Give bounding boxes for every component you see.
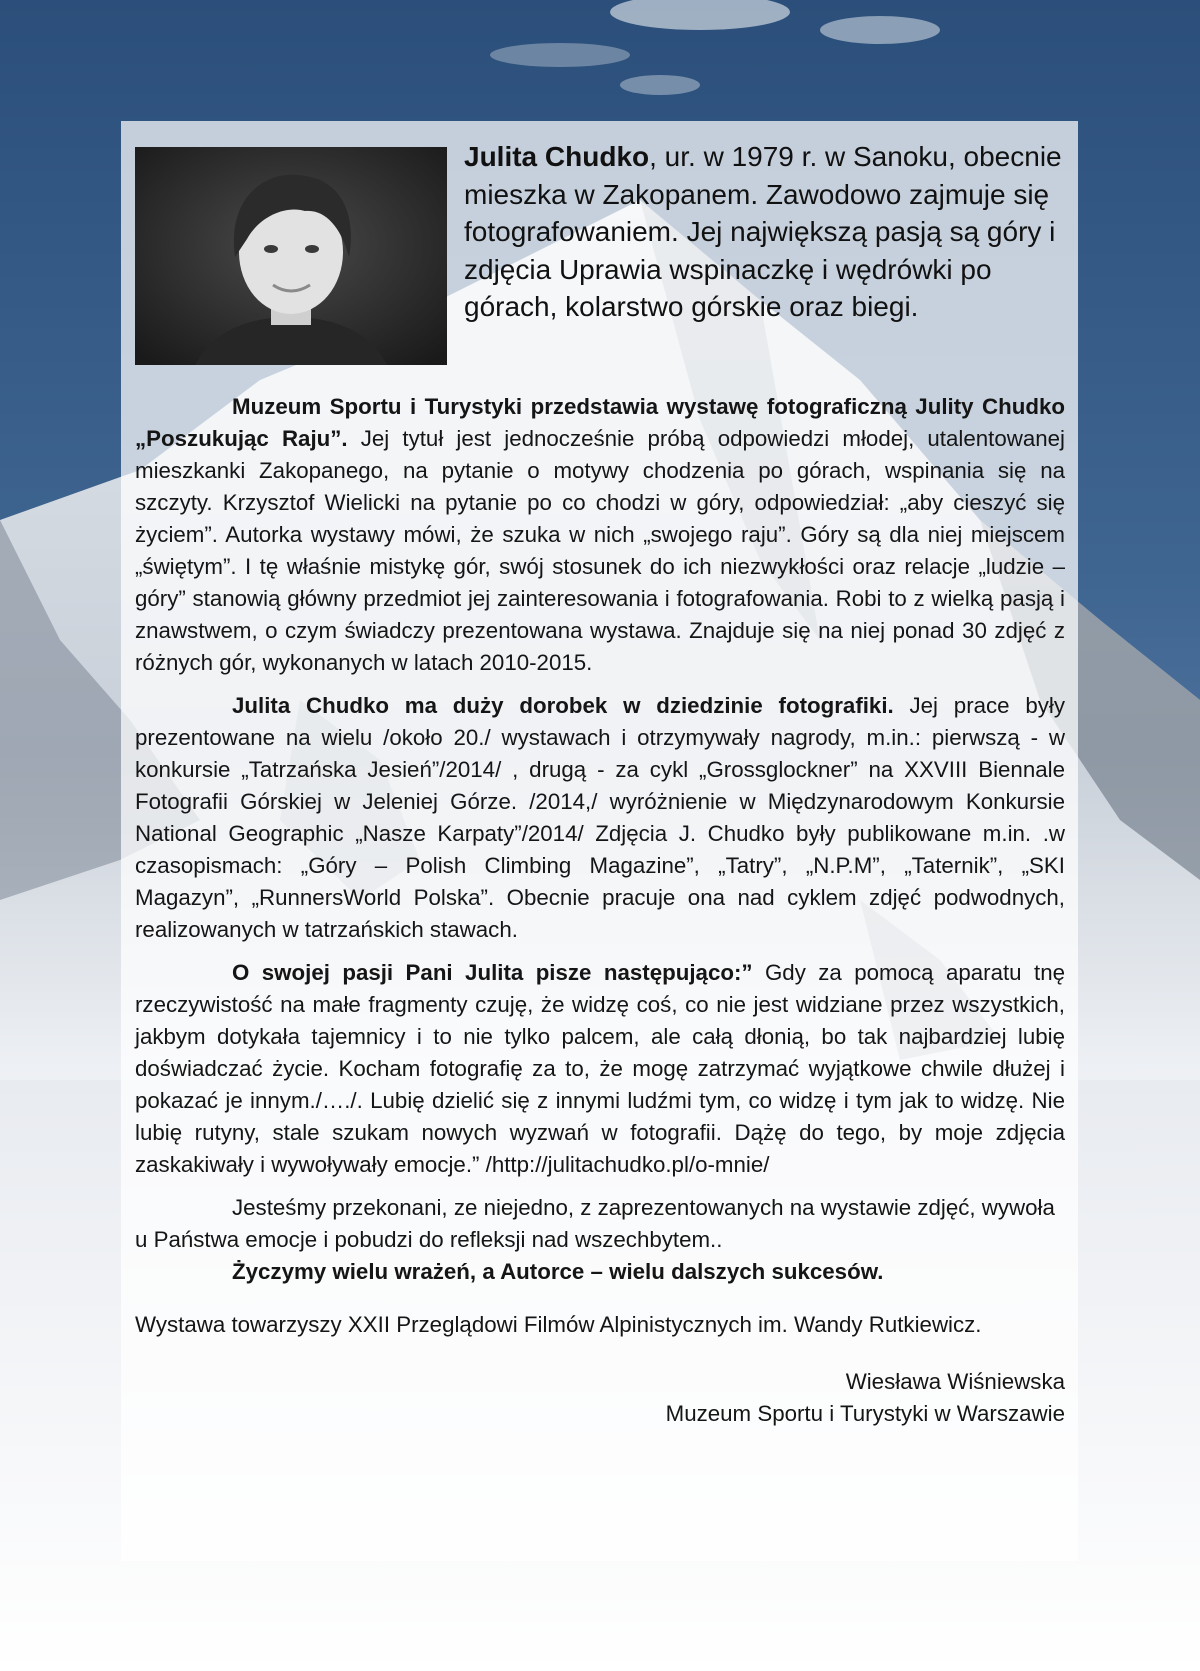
paragraph-1 [135, 391, 1065, 679]
portrait-photo [135, 147, 447, 365]
closing-wish [135, 1256, 1065, 1288]
header [135, 133, 1066, 373]
signature-name: Wiesława Wiśniewska [845, 1369, 1065, 1394]
intro-body: , ur. w 1979 r. w Sanoku, obecnie mieszka w Zakopanem. Zawodowo zajmuje się fotografowaniem. Jej największą pasją są góry i zdjęcia Uprawia wspinaczkę i wędrówki po górach, kolarstwo górskie oraz biegi. [464, 141, 1062, 322]
paragraph-3-lead: O swojej pasji Pani Julita pisze następująco:” [232, 960, 753, 985]
paragraph-3 [135, 957, 1065, 1181]
signature [135, 1366, 1065, 1430]
paragraph-3-text: Gdy za pomocą aparatu tnę rzeczywistość na małe fragmenty czuję, że widzę coś, co nie jest widziane przez wszystkich, jakbym dotykała tajemnicy i to nie tylko palcem, ale całą dłonią, bo tak najbardziej lubię doświadczać życie. Kocham fotografię za to, że mogę zatrzymać wyjątkowe chwile dłużej i pokazać je innym./…./. Lubię dzielić się z innymi ludźmi tym, co widzę i tym jak to widzę. Nie lubię rutyny, stale szukam nowych wyzwań w fotografii. Dążę do tego, by moje zdjęcia zaskakiwały i wywoływały emocje.” /http://julitachudko.pl/o-mnie/ [135, 960, 1065, 1177]
article-body [135, 391, 1065, 1288]
paragraph-2 [135, 690, 1065, 946]
paragraph-2-lead: Julita Chudko ma duży dorobek w dziedzinie fotografiki. [232, 693, 894, 718]
paragraph-1-lead: Muzeum Sportu i Turystyki przedstawia wystawę fotograficzną Julity Chudko „Poszukując Raju”. [135, 394, 1065, 451]
festival-note: Wystawa towarzyszy XXII Przeglądowi Filmów Alpinistycznych im. Wandy Rutkiewicz. [135, 1312, 982, 1337]
intro-text [464, 138, 1064, 326]
closing-wish-text: Życzymy wielu wrażeń, a Autorce – wielu dalszych sukcesów. [232, 1259, 884, 1284]
paragraph-1-text: Jej tytuł jest jednocześnie próbą odpowiedzi młodej, utalentowanej mieszkanki Zakopanego, na pytanie o motywy chodzenia po górach, wspinania się na szczyty. Krzysztof Wielicki na pytanie po co chodzi w góry, odpowiedział: „aby cieszyć się życiem”. Autorka wystawy mówi, że szuka w nich „swojego raju”. Góry są dla niej miejscem „świętym”. I tę właśnie mistykę gór, swój stosunek do ich niezwykłości oraz relacje „ludzie – góry” stanowią główny przedmiot jej zainteresowania i fotografowania. Robi to z wielką pasją i znawstwem, o czym świadczy prezentowana wystawa. Znajduje się na niej ponad 30 zdjęć z różnych gór, wykonanych w latach 2010-2015. [135, 426, 1065, 675]
intro-name: Julita Chudko [464, 141, 650, 172]
text-panel [121, 121, 1078, 1561]
paragraph-2-text: Jej prace były prezentowane na wielu /około 20./ wystawach i otrzymywały nagrody, m.in.: pierwszą - w konkursie „Tatrzańska Jesień”/2014/ , drugą - za cykl „Grossglockner” na XXVIII Biennale Fotografii Górskiej w Jeleniej Górze. /2014,/ wyróżnienie w Międzynarodowym Konkursie National Geographic „Nasze Karpaty”/2014/ Zdjęcia J. Chudko były publikowane m.in. .w czasopismach: „Góry – Polish Climbing Magazine”, „Tatry”, „N.P.M”, „Taternik”, „SKI Magazyn”, „RunnersWorld Polska”. Obecnie pracuje ona nad cyklem zdjęć podwodnych, realizowanych w tatrzańskich stawach. [135, 693, 1066, 942]
closing-text: Jesteśmy przekonani, ze niejedno, z zaprezentowanych na wystawie zdjęć, wywoła u Państwa emocje i pobudzi do refleksji nad wszechbytem.. [135, 1195, 1055, 1252]
signature-org: Muzeum Sportu i Turystyki w Warszawie [665, 1401, 1065, 1426]
